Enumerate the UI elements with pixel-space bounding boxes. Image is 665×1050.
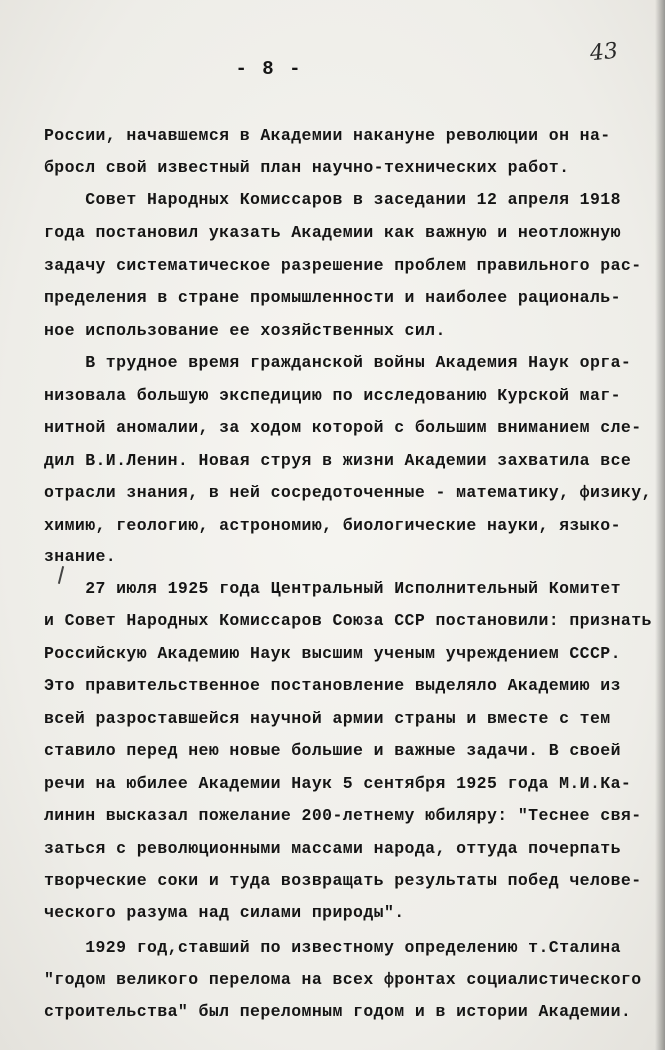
text-line: дил В.И.Ленин. Новая струя в жизни Академии захватила все — [44, 451, 632, 470]
text-line: ставило перед нею новые большие и важные задачи. В своей — [44, 741, 621, 760]
text-line: 1929 год,ставший по известному определению т.Сталина — [44, 938, 621, 957]
text-line: всей разроставшейся научной армии страны и вместе с тем — [44, 709, 611, 728]
text-line: творческие соки и туда возвращать результаты побед челове- — [44, 871, 642, 890]
text-line: речи на юбилее Академии Наук 5 сентября 1925 года М.И.Ка- — [44, 774, 632, 793]
text-line: отрасли знания, в ней сосредоточенные - математику, физику, — [44, 483, 652, 502]
text-line: заться с революционными массами народа, оттуда почерпать — [44, 839, 621, 858]
page-edge-shadow — [655, 0, 665, 1050]
text-line: Российскую Академию Наук высшим ученым учреждением СССР. — [44, 644, 621, 663]
text-line: 27 июля 1925 года Центральный Исполнительный Комитет — [44, 579, 621, 598]
text-line: и Совет Народных Комиссаров Союза ССР постановили: признать — [44, 611, 652, 630]
text-line: Это правительственное постановление выделяло Академию из — [44, 676, 621, 695]
text-line: В трудное время гражданской войны Академия Наук орга- — [44, 353, 632, 372]
archive-folio-mark: 43 — [588, 38, 620, 67]
text-line: задачу систематическое разрешение проблем правильного рас- — [44, 256, 642, 275]
text-line: бросл свой известный план научно-технических работ. — [44, 158, 570, 177]
text-line: ческого разума над силами природы". — [44, 903, 405, 922]
text-line: низовала большую экспедицию по исследованию Курской маг- — [44, 386, 621, 405]
text-line: пределения в стране промышленности и наиболее рациональ- — [44, 288, 621, 307]
text-line: года постановил указать Академии как важную и неотложную — [44, 223, 621, 242]
text-line: Совет Народных Комиссаров в заседании 12 апреля 1918 — [44, 190, 621, 209]
text-line: химию, геологию, астрономию, биологические науки, языко- — [44, 516, 621, 535]
text-line: "годом великого перелома на всех фронтах социалистического — [44, 970, 642, 989]
text-line: линин высказал пожелание 200-летнему юбиляру: "Теснее свя- — [44, 806, 642, 825]
text-line: ное использование ее хозяйственных сил. — [44, 321, 446, 340]
text-line: нитной аномалии, за ходом которой с большим вниманием сле- — [44, 418, 642, 437]
text-line: знание. — [44, 547, 117, 566]
text-line: строительства" был переломным годом и в истории Академии. — [44, 1002, 632, 1021]
page-number: - 8 - — [235, 58, 303, 80]
text-line: России, начавшемся в Академии накануне революции он на- — [44, 126, 611, 145]
